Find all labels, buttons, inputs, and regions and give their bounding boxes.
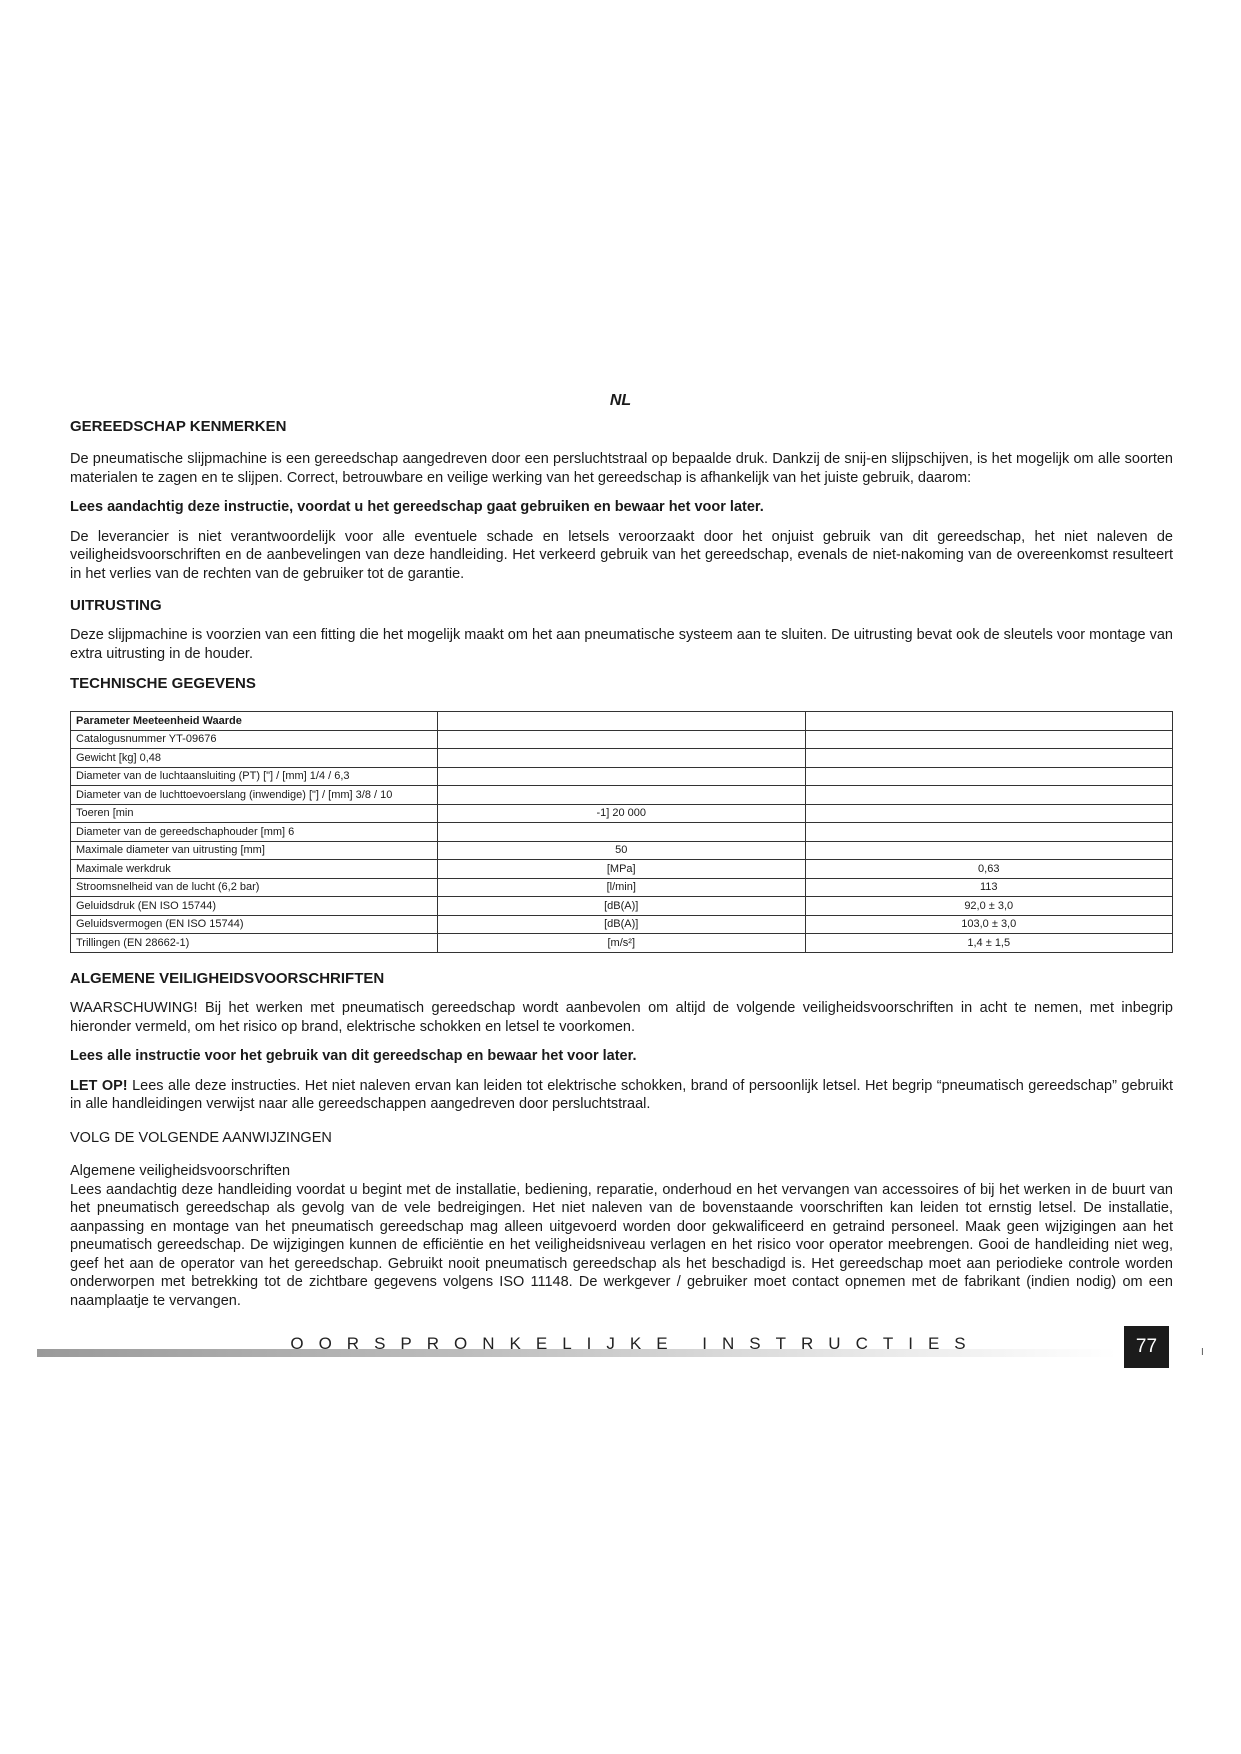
table-row [71,897,1173,916]
table-cell: Geluidsdruk (EN ISO 15744) [71,897,438,916]
language-label: NL [609,392,632,409]
section-characteristics [70,418,1173,583]
table-cell [805,786,1173,805]
table-row [71,749,1173,768]
table-cell [805,841,1173,860]
table-row [71,823,1173,842]
table-cell: Diameter van de gereedschaphouder [mm] 6 [71,823,438,842]
general-safety-subheading: Algemene veiligheidsvoorschriften [70,1163,291,1179]
table-cell: 1,4 ± 1,5 [805,934,1173,953]
table-cell [805,730,1173,749]
table-cell: Geluidsvermogen (EN ISO 15744) [71,915,438,934]
table-row [71,860,1173,879]
liability-paragraph: De leverancier is niet verantwoordelijk voor alle eventuele schade en letsels veroorzaakt door het onjuist gebruik van dit gereedschap, het niet naleven de veiligheidsvoorschriften en de aanbevelingen van deze handleiding. Het verkeerd gebruik van het gereedschap, evenals de niet-nakoming van de overeenkomst resulteert in het verlies van de rechten van de gebruiker tot de garantie. [70,528,1173,582]
table-cell: [MPa] [438,860,806,879]
table-cell [438,749,806,768]
table-cell: 113 [805,878,1173,897]
table-cell: 103,0 ± 3,0 [805,915,1173,934]
table-row [71,804,1173,823]
edge-mark: I [1201,1347,1204,1358]
read-instructions-note: Lees alle instructie voor het gebruik van dit gereedschap en bewaar het voor later. [70,1048,637,1064]
general-safety-paragraph: Lees aandachtig deze handleiding voordat u begint met de installatie, bediening, reparatie, onderhoud en het vervangen van accessoires of bij het werken in de buurt van het pneumatisch gereedschap als gevolg van de vele bedreigingen. Het niet naleven van de bovenstaande voorschriften kan leiden tot ernstig letsel. De installatie, aanpassing en montage van het pneumatisch gereedschap mag alleen uitgevoerd worden door gekwalificeerd en getraind personeel. Maak geen wijzigingen aan het pneumatisch gereedschap. De wijzigingen kunnen de efficiëntie en het veiligheidsniveau verlagen en het risico voor operator meebrengen. Gooi de handleiding niet weg, geef het aan de operator van het gereedschap. Gebruikt nooit pneumatisch gereedschap als het beschadigd is. Het gereedschap moet aan periodieke controle worden onderworpen met betrekking tot de zichtbare gegevens volgens ISO 11148. De werkgever / gebruiker moet contact opnemen met de fabrikant (indien nodig) om een naamplaatje te vervangen. [70,1181,1173,1309]
table-cell [438,786,806,805]
warning-paragraph: WAARSCHUWING! Bij het werken met pneumatisch gereedschap wordt aanbevolen om altijd de volgende veiligheidsvoorschriften in acht te nemen, met inbegrip hieronder vermeld, om het risico op brand, elektrische schokken en letsel te voorkomen. [70,1000,1173,1035]
table-cell: Maximale diameter van uitrusting [mm] [71,841,438,860]
table-row [71,786,1173,805]
table-cell: Gewicht [kg] 0,48 [71,749,438,768]
table-cell [805,712,1173,731]
section-heading: GEREEDSCHAP KENMERKEN [70,418,287,435]
table-cell: [l/min] [438,878,806,897]
table-cell: Trillingen (EN 28662-1) [71,934,438,953]
table-cell [805,767,1173,786]
table-cell [438,712,806,731]
table-cell [805,823,1173,842]
table-cell: Maximale werkdruk [71,860,438,879]
table-row [71,730,1173,749]
table-cell: 50 [438,841,806,860]
table-row [71,878,1173,897]
table-cell [438,823,806,842]
technical-data-table [70,711,1173,953]
attention-paragraph [70,1077,1173,1114]
table-cell: Diameter van de luchtaansluiting (PT) ["] / [mm] 1/4 / 6,3 [71,767,438,786]
table-cell: Parameter Meeteenheid Waarde [71,712,438,731]
equipment-paragraph: Deze slijpmachine is voorzien van een fitting die het mogelijk maakt om het aan pneumatische systeem aan te sluiten. De uitrusting bevat ook de sleutels voor montage van extra uitrusting in de houder. [70,627,1173,662]
section-heading: ALGEMENE VEILIGHEIDSVOORSCHRIFTEN [70,970,385,987]
table-row [71,712,1173,731]
table-row [71,915,1173,934]
table-cell: Catalogusnummer YT-09676 [71,730,438,749]
table-cell: Toeren [min [71,804,438,823]
section-equipment [70,597,1173,663]
table-cell: 92,0 ± 3,0 [805,897,1173,916]
table-cell: 0,63 [805,860,1173,879]
table-cell: Diameter van de luchttoevoerslang (inwendige) ["] / [mm] 3/8 / 10 [71,786,438,805]
table-row [71,767,1173,786]
follow-instructions-heading: VOLG DE VOLGENDE AANWIJZINGEN [70,1129,332,1146]
section-safety [70,970,1173,1310]
table-cell: [dB(A)] [438,915,806,934]
table-cell: Stroomsnelheid van de lucht (6,2 bar) [71,878,438,897]
table-cell: -1] 20 000 [438,804,806,823]
table-cell [438,767,806,786]
table-row [71,934,1173,953]
attention-text: Lees alle deze instructies. Het niet naleven ervan kan leiden tot elektrische schokken, brand of persoonlijk letsel. Het begrip “pneumatisch gereedschap” gebruikt in alle handleidingen verwijst naar alle gereedschappen aangedreven door persluchtstraal. [70,1077,1173,1112]
section-heading: UITRUSTING [70,597,162,614]
section-heading: TECHNISCHE GEGEVENS [70,675,256,692]
footer-original-instructions: OORSPRONKELIJKE INSTRUCTIES [290,1334,981,1353]
page-number: 77 [1124,1326,1169,1368]
read-instructions-note: Lees aandachtig deze instructie, voordat u het gereedschap gaat gebruiken en bewaar het voor later. [70,499,764,515]
table-row [71,841,1173,860]
table-cell [805,749,1173,768]
table-cell [438,730,806,749]
table-cell: [m/s²] [438,934,806,953]
intro-paragraph: De pneumatische slijpmachine is een gereedschap aangedreven door een persluchtstraal op bepaalde druk. Dankzij de snij-en slijpschijven, is het mogelijk om alle soorten materialen te zagen en te slijpen. Correct, betrouwbare en veilige werking van het gereedschap is afhankelijk van het juiste gebruik, daarom: [70,451,1173,486]
table-cell: [dB(A)] [438,897,806,916]
attention-label: LET OP! [70,1077,128,1094]
section-technical-data [70,675,1173,692]
table-cell [805,804,1173,823]
